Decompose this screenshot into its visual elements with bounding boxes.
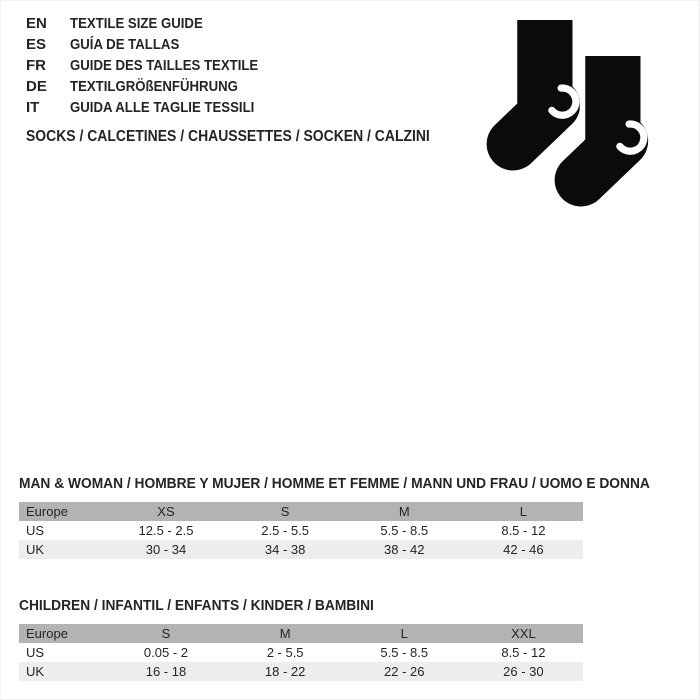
size-value-cell: 8.5 - 12 [501, 523, 546, 538]
language-row [26, 55, 284, 76]
man-woman-size-table [19, 502, 583, 559]
size-value-cell: 34 - 38 [264, 542, 306, 557]
language-code: IT [26, 99, 40, 116]
header-cell-size: L [400, 626, 408, 641]
man-woman-section [19, 476, 650, 559]
language-label-text: GUIDE DES TAILLES TEXTILE [70, 57, 259, 74]
children-section [19, 599, 583, 681]
language-label [70, 34, 194, 55]
region-cell: US [26, 523, 45, 538]
language-label-text: TEXTILGRÖßENFÜHRUNG [70, 78, 238, 95]
header-cell-size: M [398, 504, 410, 519]
language-label [70, 97, 279, 118]
header-cell-region: Europe [26, 626, 68, 641]
sock-icon-right [580, 50, 646, 180]
category-line [26, 128, 475, 145]
table-title [19, 476, 650, 492]
table-title [19, 599, 583, 614]
header-cell-size: S [161, 626, 171, 641]
size-value-cell: 18 - 22 [264, 664, 306, 679]
table-header-row [19, 502, 583, 521]
size-value-cell: 2.5 - 5.5 [261, 523, 309, 538]
language-row [26, 13, 284, 34]
header-cell-size: L [519, 504, 528, 519]
language-row [26, 97, 284, 118]
children-size-table [19, 624, 583, 681]
size-value-cell: 42 - 46 [503, 542, 544, 557]
language-code: EN [26, 15, 47, 32]
header-cell-region: Europe [26, 504, 68, 519]
language-code: FR [26, 57, 46, 74]
language-label [70, 13, 221, 34]
header-cell-size: M [279, 626, 291, 641]
socks-icon [461, 14, 691, 226]
size-value-cell: 26 - 30 [503, 664, 544, 679]
language-label-text: GUÍA DE TALLAS [70, 36, 180, 53]
size-value-cell: 22 - 26 [384, 664, 425, 679]
size-value-cell: 2 - 5.5 [266, 645, 304, 660]
size-value-cell: 8.5 - 12 [501, 645, 546, 660]
header-cell-size: XS [157, 504, 175, 519]
language-code: ES [26, 36, 47, 53]
sock-icon-left [513, 20, 576, 144]
size-value-cell: 5.5 - 8.5 [380, 645, 429, 660]
language-code: DE [26, 78, 47, 95]
region-cell: UK [26, 542, 45, 557]
size-value-cell: 30 - 34 [145, 542, 187, 557]
size-value-cell: 16 - 18 [145, 664, 187, 679]
language-label [70, 76, 261, 97]
size-value-cell: 12.5 - 2.5 [138, 523, 194, 538]
table-row [19, 643, 583, 662]
region-cell: US [26, 645, 45, 660]
category-line-text: SOCKS / CALCETINES / CHAUSSETTES / SOCKEN / CALZINI [26, 128, 430, 145]
table-row [19, 662, 583, 681]
language-row [26, 34, 284, 55]
table-title-text: MAN & WOMAN / HOMBRE Y MUJER / HOMME ET FEMME / MANN UND FRAU / UOMO E DONNA [19, 476, 650, 492]
language-row [26, 76, 284, 97]
table-title-text: CHILDREN / INFANTIL / ENFANTS / KINDER / BAMBINI [19, 598, 374, 614]
language-label [70, 55, 284, 76]
header-cell-size: XXL [511, 626, 536, 641]
table-row [19, 540, 583, 559]
size-value-cell: 5.5 - 8.5 [380, 523, 429, 538]
language-label-text: TEXTILE SIZE GUIDE [70, 15, 203, 32]
region-cell: UK [26, 664, 45, 679]
language-title-block [26, 13, 284, 118]
size-value-cell: 0.05 - 2 [143, 645, 189, 660]
size-value-cell: 38 - 42 [384, 542, 425, 557]
header-cell-size: S [280, 504, 290, 519]
table-header-row [19, 624, 583, 643]
language-label-text: GUIDA ALLE TAGLIE TESSILI [70, 99, 255, 116]
table-row [19, 521, 583, 540]
